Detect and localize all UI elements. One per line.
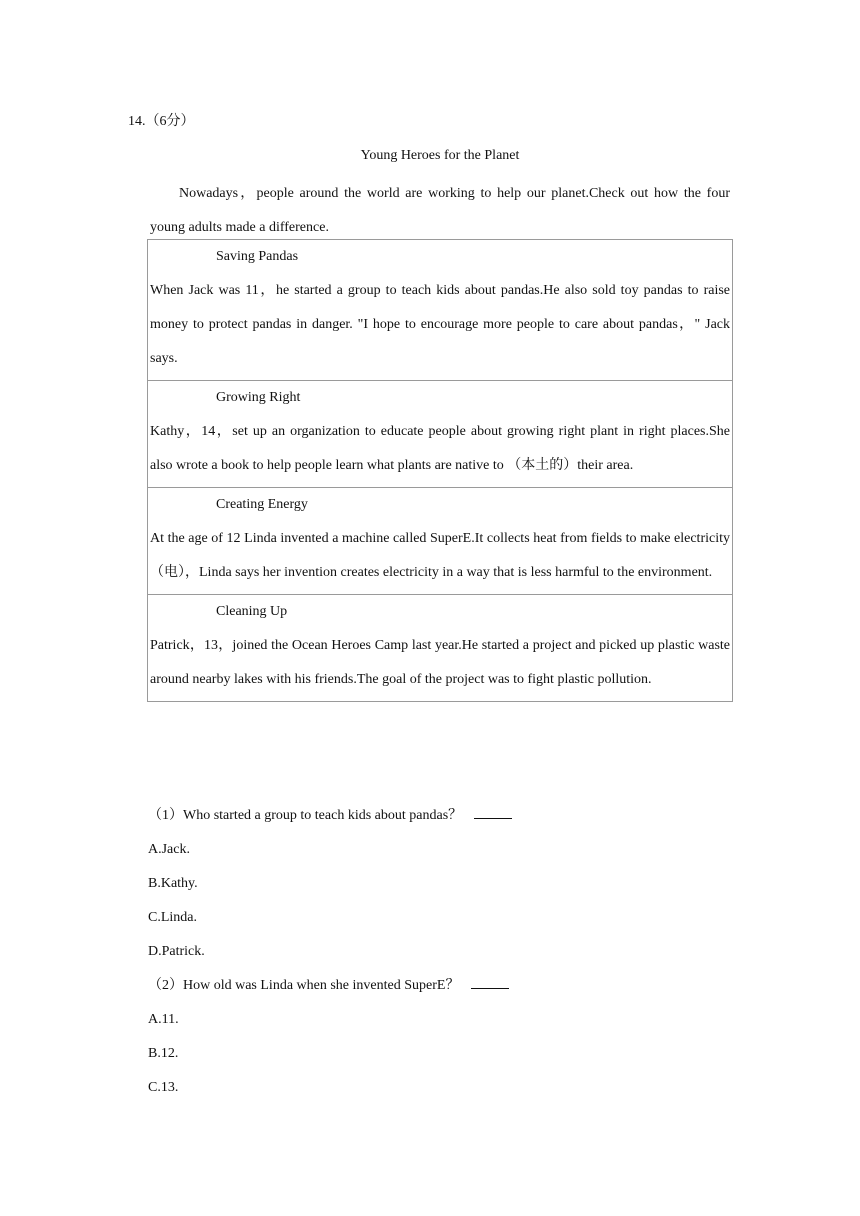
- subquestion-prompt: [148, 969, 748, 1003]
- answer-blank[interactable]: [471, 974, 509, 989]
- passage-section: [148, 595, 733, 702]
- passage-cell: [148, 595, 733, 702]
- answer-option[interactable]: B.Kathy.: [148, 876, 198, 891]
- answer-option[interactable]: A.Jack.: [148, 842, 190, 857]
- passage-cell: [148, 488, 733, 595]
- passage-section: [148, 488, 733, 595]
- section-heading: Creating Energy: [216, 497, 308, 512]
- passage-table: [147, 239, 733, 702]
- subquestion-prompt: [148, 799, 748, 833]
- answer-blank[interactable]: [474, 804, 512, 819]
- answer-option[interactable]: B.12.: [148, 1046, 179, 1061]
- answer-option[interactable]: C.Linda.: [148, 910, 197, 925]
- answer-option[interactable]: C.13.: [148, 1080, 179, 1095]
- passage-cell: [148, 240, 733, 381]
- section-body: When Jack was 11，he started a group to teach kids about pandas.He also sold toy pandas to raise money to protect pandas in danger. "I hope to encourage more people to care about pandas，" Jack says.: [150, 283, 730, 366]
- subquestion-prompt-text: （1）Who started a group to teach kids about pandas？: [148, 808, 463, 823]
- passage-section: [148, 240, 733, 381]
- section-heading: Saving Pandas: [216, 249, 299, 264]
- section-body: At the age of 12 Linda invented a machine called SuperE.It collects heat from fields to make electricity（电），Linda says her invention creates electricity in a way that is less harmful to the environment.: [150, 531, 730, 580]
- answer-option[interactable]: D.Patrick.: [148, 944, 205, 959]
- section-body: Kathy，14，set up an organization to educate people about growing right plant in right places.She also wrote a book to help people learn what plants are native to （本土的）their area.: [150, 424, 730, 473]
- subquestion-prompt-text: （2）How old was Linda when she invented SuperE？: [148, 978, 460, 993]
- passage-intro: Nowadays，people around the world are working to help our planet.Check out how the four young adults made a difference.: [150, 186, 730, 235]
- section-heading: Growing Right: [216, 390, 301, 405]
- section-body: Patrick，13，joined the Ocean Heroes Camp last year.He started a project and picked up plastic waste around nearby lakes with his friends.The goal of the project was to fight plastic pollution.: [150, 638, 730, 687]
- subquestions: [148, 799, 748, 1105]
- section-heading: Cleaning Up: [216, 604, 288, 619]
- answer-option[interactable]: A.11.: [148, 1012, 179, 1027]
- passage-title: Young Heroes for the Planet: [360, 148, 520, 163]
- passage-cell: [148, 381, 733, 488]
- question-number: 14.（6分）: [128, 114, 195, 129]
- passage-section: [148, 381, 733, 488]
